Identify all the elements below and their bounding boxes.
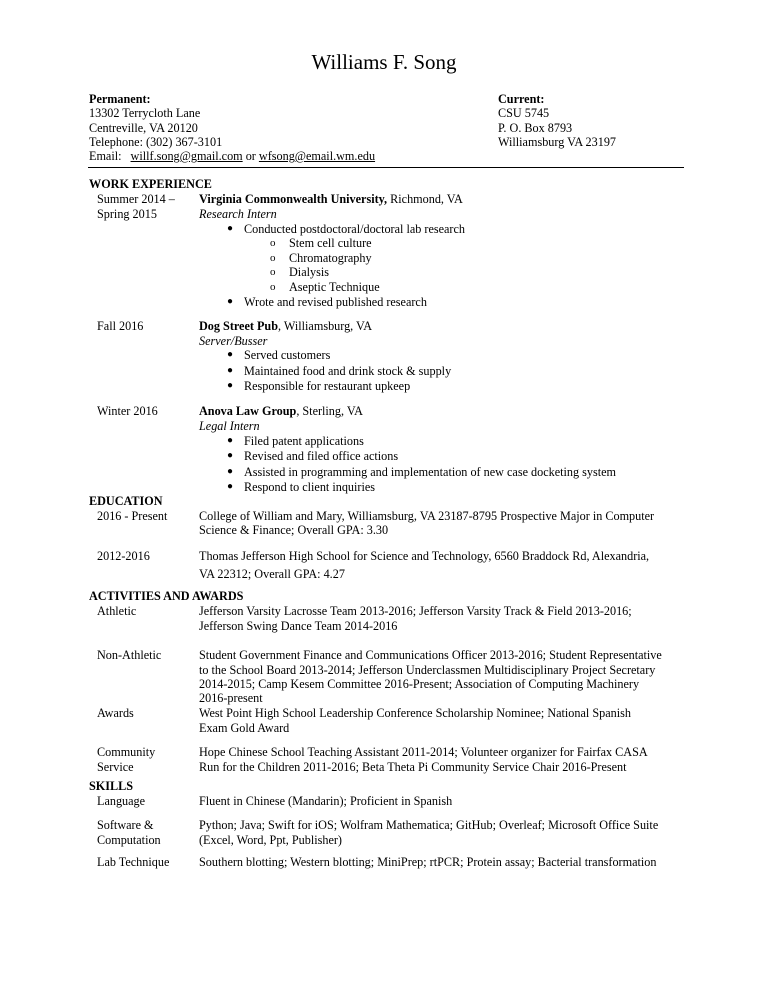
awards-label: Awards bbox=[97, 706, 134, 720]
education-heading: EDUCATION bbox=[89, 494, 163, 508]
nonathletic-line2: to the School Board 2013-2014; Jefferson Underclassmen Multidisciplinary Project Secretary bbox=[199, 663, 656, 677]
job1-date-start: Summer 2014 – bbox=[97, 192, 175, 206]
job3-bullet-2: Revised and filed office actions bbox=[244, 449, 399, 463]
current-label: Current: bbox=[498, 92, 545, 106]
community-line1: Hope Chinese School Teaching Assistant 2011-2014; Volunteer organizer for Fairfax CASA bbox=[199, 745, 648, 759]
job3-location: , Sterling, VA bbox=[296, 404, 363, 418]
job2-bullet-3: Responsible for restaurant upkeep bbox=[244, 379, 411, 393]
permanent-email-line bbox=[89, 149, 375, 164]
header-divider bbox=[88, 167, 684, 168]
edu2-line1: Thomas Jefferson High School for Science and Technology, 6560 Braddock Rd, Alexandria, bbox=[199, 549, 650, 563]
circle-bullet-icon: o bbox=[270, 266, 276, 278]
job1-sub-2: Chromatography bbox=[289, 251, 372, 265]
community-label-2: Service bbox=[97, 760, 134, 774]
bullet-icon: ● bbox=[227, 481, 234, 492]
community-line2: Run for the Children 2011-2016; Beta Theta Pi Community Service Chair 2016-Present bbox=[199, 760, 627, 774]
circle-bullet-icon: o bbox=[270, 252, 276, 264]
bullet-icon: ● bbox=[227, 450, 234, 461]
job1-role: Research Intern bbox=[199, 207, 277, 221]
job1-bullet-1: Conducted postdoctoral/doctoral lab research bbox=[244, 222, 465, 236]
permanent-telephone: Telephone: (302) 367-3101 bbox=[89, 135, 223, 149]
current-line2: P. O. Box 8793 bbox=[498, 121, 573, 135]
bullet-icon: ● bbox=[227, 365, 234, 376]
nonathletic-line1: Student Government Finance and Communications Officer 2013-2016; Student Representative bbox=[199, 648, 662, 662]
job1-org-line bbox=[199, 192, 463, 207]
email-label: Email: bbox=[89, 149, 122, 163]
job1-sub-3: Dialysis bbox=[289, 265, 329, 279]
nonathletic-line3: 2014-2015; Camp Kesem Committee 2016-Present; Association of Computing Machinery bbox=[199, 677, 640, 691]
activities-heading: ACTIVITIES AND AWARDS bbox=[89, 589, 244, 603]
software-line2: (Excel, Word, Ppt, Publisher) bbox=[199, 833, 342, 847]
job1-org: Virginia Commonwealth University, bbox=[199, 192, 388, 206]
nonathletic-label: Non-Athletic bbox=[97, 648, 162, 662]
athletic-label: Athletic bbox=[97, 604, 137, 618]
job2-org-line bbox=[199, 319, 372, 334]
job1-sub-4: Aseptic Technique bbox=[289, 280, 380, 294]
job2-date: Fall 2016 bbox=[97, 319, 144, 333]
permanent-street: 13302 Terrycloth Lane bbox=[89, 106, 201, 120]
bullet-icon: ● bbox=[227, 349, 234, 360]
current-line3: Williamsburg VA 23197 bbox=[498, 135, 617, 149]
email-link-wm[interactable]: wfsong@email.wm.edu bbox=[258, 149, 376, 163]
community-label: Community bbox=[97, 745, 156, 759]
email-or: or bbox=[245, 149, 256, 163]
job3-bullet-1: Filed patent applications bbox=[244, 434, 364, 448]
awards-line2: Exam Gold Award bbox=[199, 721, 290, 735]
job2-org: Dog Street Pub bbox=[199, 319, 278, 333]
job3-date: Winter 2016 bbox=[97, 404, 158, 418]
work-heading: WORK EXPERIENCE bbox=[89, 177, 212, 191]
bullet-icon: ● bbox=[227, 296, 234, 307]
bullet-icon: ● bbox=[227, 435, 234, 446]
job2-bullet-1: Served customers bbox=[244, 348, 331, 362]
bullet-icon: ● bbox=[227, 380, 234, 391]
lab-technique-line1: Southern blotting; Western blotting; MiniPrep; rtPCR; Protein assay; Bacterial transformation bbox=[199, 855, 657, 869]
job1-sub-1: Stem cell culture bbox=[289, 236, 372, 250]
edu1-line1: College of William and Mary, Williamsburg, VA 23187-8795 Prospective Major in Computer bbox=[199, 509, 655, 523]
software-line1: Python; Java; Swift for iOS; Wolfram Mathematica; GitHub; Overleaf; Microsoft Office Suite bbox=[199, 818, 659, 832]
permanent-label: Permanent: bbox=[89, 92, 151, 106]
nonathletic-line4: 2016-present bbox=[199, 691, 263, 705]
resume-name: Williams F. Song bbox=[311, 50, 457, 74]
job3-org: Anova Law Group bbox=[199, 404, 297, 418]
job1-bullet-2: Wrote and revised published research bbox=[244, 295, 427, 309]
bullet-icon: ● bbox=[227, 466, 234, 477]
edu2-line2: VA 22312; Overall GPA: 4.27 bbox=[199, 567, 345, 581]
edu2-date: 2012-2016 bbox=[97, 549, 150, 563]
job1-location: Richmond, VA bbox=[387, 192, 463, 206]
job2-location: , Williamsburg, VA bbox=[278, 319, 373, 333]
athletic-line2: Jefferson Swing Dance Team 2014-2016 bbox=[199, 619, 398, 633]
job3-bullet-3: Assisted in programming and implementation of new case docketing system bbox=[244, 465, 616, 479]
language-line1: Fluent in Chinese (Mandarin); Proficient in Spanish bbox=[199, 794, 453, 808]
circle-bullet-icon: o bbox=[270, 237, 276, 249]
job3-bullet-4: Respond to client inquiries bbox=[244, 480, 375, 494]
job3-role: Legal Intern bbox=[199, 419, 260, 433]
circle-bullet-icon: o bbox=[270, 281, 276, 293]
bullet-icon: ● bbox=[227, 223, 234, 234]
edu1-line2: Science & Finance; Overall GPA: 3.30 bbox=[199, 523, 389, 537]
software-label-2: Computation bbox=[97, 833, 161, 847]
job3-org-line bbox=[199, 404, 363, 419]
athletic-line1: Jefferson Varsity Lacrosse Team 2013-2016; Jefferson Varsity Track & Field 2013-2016; bbox=[199, 604, 632, 618]
edu1-date: 2016 - Present bbox=[97, 509, 168, 523]
software-label: Software & bbox=[97, 818, 154, 832]
permanent-city: Centreville, VA 20120 bbox=[89, 121, 198, 135]
job1-date-end: Spring 2015 bbox=[97, 207, 157, 221]
awards-line1: West Point High School Leadership Conference Scholarship Nominee; National Spanish bbox=[199, 706, 631, 720]
current-line1: CSU 5745 bbox=[498, 106, 550, 120]
job2-role: Server/Busser bbox=[199, 334, 268, 348]
job2-bullet-2: Maintained food and drink stock & supply bbox=[244, 364, 452, 378]
lab-technique-label: Lab Technique bbox=[97, 855, 170, 869]
language-label: Language bbox=[97, 794, 146, 808]
skills-heading: SKILLS bbox=[89, 779, 134, 793]
email-link-gmail[interactable]: willf.song@gmail.com bbox=[130, 149, 243, 163]
